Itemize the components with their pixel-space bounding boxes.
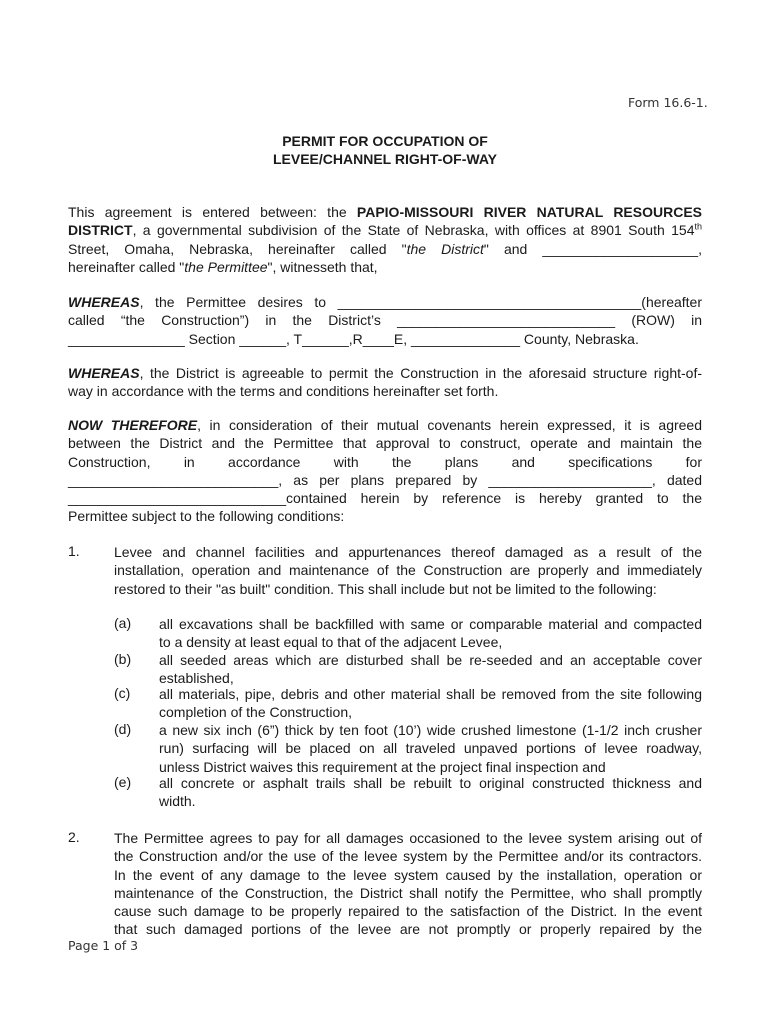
sub-item-a: all excavations shall be backfilled with same or comparable material and compacted to a density at least equal to that of the adjacent Levee,: [159, 616, 702, 651]
item-2-body: The Permittee agrees to pay for all damages occasioned to the levee system arising out of the Construction and/or the use of the levee system by the Permittee and/or its contractors. In the event of any damage to the levee system caused by the installation, operation or maintenance of the Construction, the District shall notify the Permittee, who shall promptly cause such damage to be properly repaired to the satisfaction of the District. In the event that such damaged portions of the levee are not promptly or properly repaired by the: [114, 830, 702, 938]
item-1-number: 1.: [68, 543, 80, 559]
title-line-1: PERMIT FOR OCCUPATION OF: [282, 133, 488, 149]
intro-paragraph: This agreement is entered between: the PAPIO-MISSOURI RIVER NATURAL RESOURCES DISTRICT, a governmental subdivision of the State of Nebraska, with offices at 8901 South 154th Street, Omaha, Nebraska, hereinafter called "the District" and ____________________, hereinafter called "the Permittee", witnesseth that,: [68, 204, 703, 275]
page-number: Page 1 of 3: [68, 938, 139, 953]
item-2-number: 2.: [68, 829, 80, 845]
sub-item-e: all concrete or asphalt trails shall be rebuilt to original constructed thickness and width.: [159, 775, 702, 810]
sub-item-b-label: (b): [114, 651, 132, 667]
whereas-paragraph-1: WHEREAS, the Permittee desires to _______________________________________(hereafter called “the Construction”) in the District’s ____________________________ (ROW) in _______________ Section ______, T______,R____E, ______________ County, Nebraska.: [68, 294, 702, 347]
sub-item-e-label: (e): [114, 774, 132, 790]
sub-item-d: a new six inch (6”) thick by ten foot (10’) wide crushed limestone (1-1/2 inch crusher run) surfacing will be placed on all traveled unpaved portions of levee roadway, unless District waives this requirement at the project final inspection and: [159, 722, 702, 775]
sub-item-b: all seeded areas which are disturbed shall be re-seeded and an acceptable cover established,: [159, 652, 702, 687]
sub-item-c: all materials, pipe, debris and other material shall be removed from the site following completion of the Construction,: [159, 686, 702, 721]
sub-item-a-label: (a): [114, 615, 132, 631]
form-number: Form 16.6-1.: [628, 95, 708, 110]
sub-item-d-label: (d): [114, 721, 132, 737]
item-1-body: Levee and channel facilities and appurtenances thereof damaged as a result of the installation, operation and maintenance of the Construction are properly and immediately restored to their "as built" condition. This shall include but not be limited to the following:: [114, 544, 702, 597]
now-therefore-paragraph: NOW THEREFORE, in consideration of their mutual covenants herein expressed, it is agreed between the District and the Permittee that approval to construct, operate and maintain the Construction, in accordance with the plans and specifications for ___________________________, as per plans prepared by _____________________, dated ____________________________contained herein by reference is hereby granted to the Permittee subject to the following conditions:: [68, 417, 703, 525]
sub-item-c-label: (c): [114, 685, 131, 701]
whereas-paragraph-2: WHEREAS, the District is agreeable to permit the Construction in the aforesaid structure right-of- way in accordance with the terms and conditions hereinafter set forth.: [68, 365, 702, 400]
title-line-2: LEVEE/CHANNEL RIGHT-OF-WAY: [272, 151, 498, 167]
